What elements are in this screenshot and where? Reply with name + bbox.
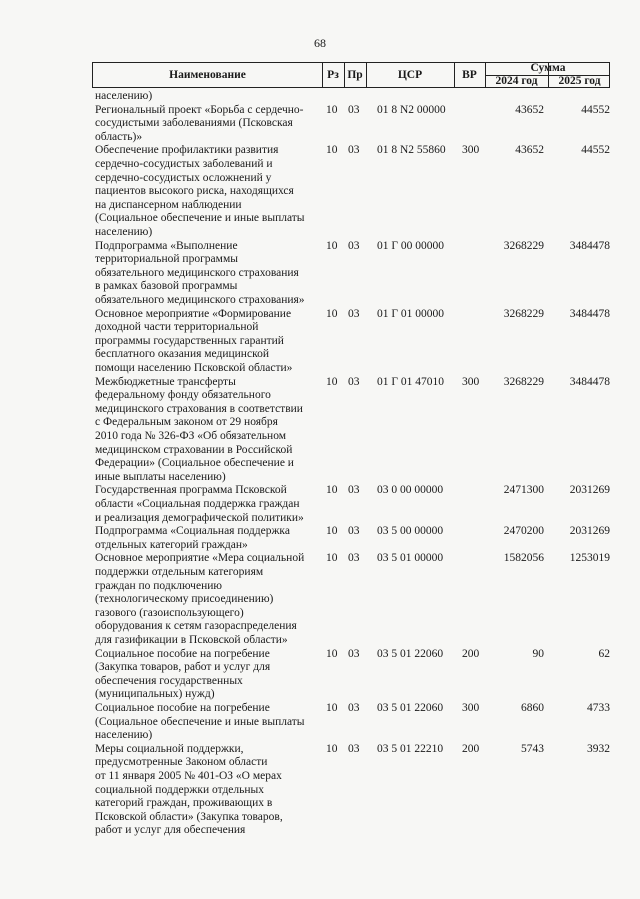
row-sum-2025: 62	[598, 647, 610, 660]
row-name: Социальное пособие на погребение (Закупка товаров, работ и услуг для обеспечения государственных (муниципальных) нужд)	[95, 647, 271, 701]
row-rz: 10	[326, 103, 338, 116]
row-rz: 10	[326, 307, 338, 320]
table-row	[0, 552, 640, 647]
table-row	[0, 525, 640, 552]
row-name: Социальное пособие на погребение (Социальное обеспечение и иные выплаты населению)	[95, 701, 305, 742]
row-sum-2024: 3268229	[503, 375, 544, 388]
row-csr: 03 5 00 00000	[377, 525, 444, 538]
row-sum-2024: 2471300	[503, 484, 544, 497]
row-csr: 01 Г 00 00000	[377, 239, 445, 252]
row-pr: 03	[348, 701, 360, 714]
row-pr: 03	[348, 144, 360, 157]
row-rz: 10	[326, 239, 338, 252]
row-pr: 03	[348, 307, 360, 320]
row-csr: 03 5 01 22060	[377, 701, 444, 714]
row-vr: 300	[462, 375, 480, 388]
row-name: Межбюджетные трансферты федеральному фонду обязательного медицинского страхования в соответствии с Федеральным законом от 29 ноября 2010 года № 326-ФЗ «Об обязательном медицинском страховании в Российской Федерации» (Социальное обеспечение и иные выплаты населению)	[95, 375, 303, 483]
table-row	[0, 743, 640, 838]
row-csr: 01 Г 01 00000	[377, 307, 445, 320]
row-vr: 200	[462, 742, 480, 755]
table-row	[0, 648, 640, 702]
row-name: Подпрограмма «Выполнение территориальной программы обязательного медицинского страхования в рамках базовой программы обязательного медицинского страхования»	[95, 239, 305, 306]
row-name: Подпрограмма «Социальная поддержка отдельных категорий граждан»	[95, 525, 290, 551]
row-pr: 03	[348, 525, 360, 538]
row-sum-2025: 44552	[581, 103, 610, 116]
header-csr: ЦСР	[397, 69, 423, 81]
row-sum-2024: 43652	[515, 103, 544, 116]
header-vr: ВР	[462, 69, 477, 81]
row-sum-2025: 2031269	[569, 525, 610, 538]
row-sum-2025: 44552	[581, 144, 610, 157]
row-sum-2025: 3484478	[569, 307, 610, 320]
row-pr: 03	[348, 742, 360, 755]
row-vr: 300	[462, 144, 480, 157]
row-pr: 03	[348, 239, 360, 252]
row-rz: 10	[326, 552, 338, 565]
row-csr: 01 8 N2 55860	[377, 144, 446, 157]
header-sum: Сумма	[530, 62, 566, 74]
row-name: Региональный проект «Борьба с сердечно- сосудистыми заболеваниями (Псковская область)»	[95, 103, 304, 143]
table-row	[0, 484, 640, 525]
row-name: Основное мероприятие «Формирование доходной части территориальной программы государственных гарантий бесплатного оказания медицинской помощи населению Псковской области»	[95, 307, 293, 374]
table-row	[0, 702, 640, 743]
table-header	[92, 62, 610, 88]
row-sum-2024: 2470200	[503, 525, 544, 538]
row-pr: 03	[348, 103, 360, 116]
row-sum-2024: 5743	[521, 742, 544, 755]
row-sum-2025: 4733	[587, 701, 610, 714]
row-rz: 10	[326, 742, 338, 755]
header-name: Наименование	[169, 69, 246, 81]
row-vr: 200	[462, 647, 480, 660]
row-rz: 10	[326, 525, 338, 538]
row-name: Меры социальной поддержки, предусмотренные Законом области от 11 января 2005 № 401-ОЗ «О мерах социальной поддержки отдельных категорий граждан, проживающих в Псковской области» (Закупка товаров, работ и услуг для обеспечения	[95, 742, 283, 837]
table-row	[0, 376, 640, 485]
row-rz: 10	[326, 484, 338, 497]
row-sum-2025: 3932	[587, 742, 610, 755]
page-number: 68	[314, 36, 326, 50]
header-rz: Рз	[327, 69, 339, 81]
row-sum-2024: 3268229	[503, 307, 544, 320]
row-sum-2025: 2031269	[569, 484, 610, 497]
row-csr: 01 8 N2 00000	[377, 103, 446, 116]
table-body	[0, 90, 640, 838]
row-sum-2024: 6860	[521, 701, 544, 714]
row-name: Обеспечение профилактики развития сердечно-сосудистых заболеваний и сердечно-сосудистых осложнений у пациентов высокого риска, находящихся на диспансерном наблюдении (Социальное обеспечение и иные выплаты населению)	[95, 144, 305, 238]
header-pr: Пр	[347, 69, 363, 81]
row-pr: 03	[348, 375, 360, 388]
row-pr: 03	[348, 484, 360, 497]
row-pr: 03	[348, 552, 360, 565]
row-csr: 01 Г 01 47010	[377, 375, 445, 388]
row-sum-2025: 3484478	[569, 239, 610, 252]
table-row	[0, 144, 640, 239]
row-rz: 10	[326, 701, 338, 714]
row-rz: 10	[326, 144, 338, 157]
row-sum-2025: 3484478	[569, 375, 610, 388]
row-sum-2024: 43652	[515, 144, 544, 157]
row-csr: 03 5 01 22060	[377, 647, 444, 660]
row-name: Государственная программа Псковской области «Социальная поддержка граждан и реализация демографической политики»	[95, 484, 304, 524]
row-sum-2024: 1582056	[503, 552, 544, 565]
row-pr: 03	[348, 647, 360, 660]
header-year-2025: 2025 год	[558, 75, 601, 87]
row-sum-2024: 90	[532, 647, 544, 660]
table-row	[0, 90, 640, 104]
row-rz: 10	[326, 647, 338, 660]
table-row	[0, 308, 640, 376]
row-csr: 03 5 01 00000	[377, 552, 444, 565]
row-name: Основное мероприятие «Мера социальной поддержки отдельным категориям граждан по подключению (технологическому присоединению) газового (газоиспользующего) оборудования к сетям газораспределения для газификации в Псковской области»	[95, 552, 305, 646]
table-row	[0, 240, 640, 308]
row-rz: 10	[326, 375, 338, 388]
table-row	[0, 104, 640, 145]
row-vr: 300	[462, 701, 480, 714]
row-sum-2025: 1253019	[569, 552, 610, 565]
row-csr: 03 5 01 22210	[377, 742, 444, 755]
row-sum-2024: 3268229	[503, 239, 544, 252]
row-csr: 03 0 00 00000	[377, 484, 444, 497]
header-year-2024: 2024 год	[495, 75, 538, 87]
row-name: населению)	[95, 90, 153, 102]
